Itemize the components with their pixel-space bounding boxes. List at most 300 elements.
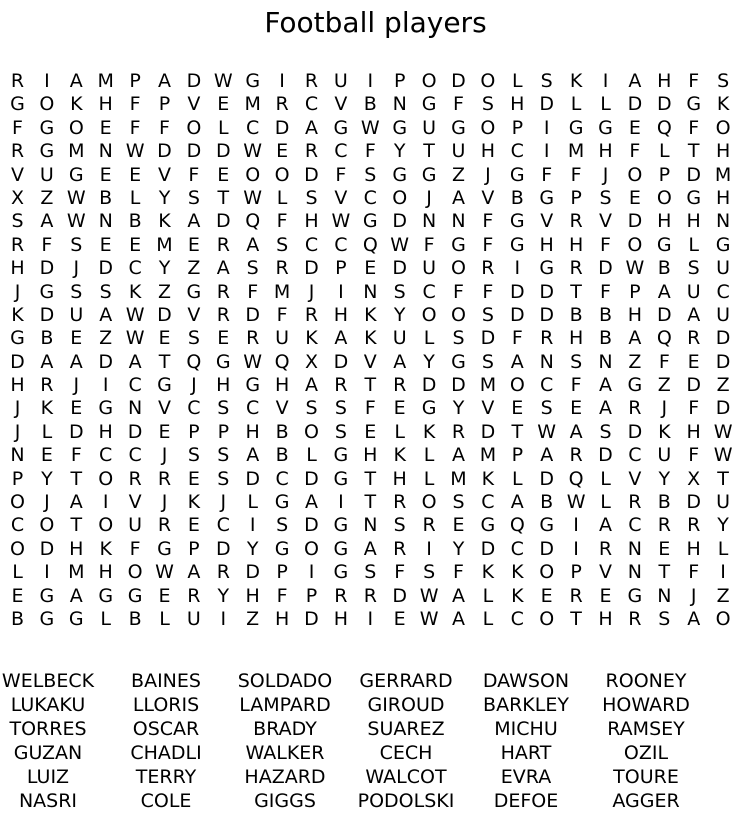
grid-letter[interactable]: X xyxy=(687,467,701,490)
grid-letter[interactable]: F xyxy=(276,210,288,233)
grid-letter[interactable]: S xyxy=(246,257,259,280)
grid-letter[interactable]: L xyxy=(423,467,435,490)
grid-letter[interactable]: E xyxy=(217,93,230,116)
grid-letter[interactable]: I xyxy=(367,70,374,92)
grid-letter[interactable]: J xyxy=(44,491,50,514)
grid-letter[interactable]: W xyxy=(331,210,351,233)
grid-letter[interactable]: U xyxy=(392,327,407,350)
grid-letter[interactable]: M xyxy=(273,280,291,303)
grid-letter[interactable]: L xyxy=(570,93,582,116)
grid-letter[interactable]: G xyxy=(274,491,290,514)
grid-letter[interactable]: K xyxy=(305,327,318,350)
grid-letter[interactable]: Y xyxy=(158,257,171,280)
grid-letter[interactable]: V xyxy=(158,163,171,186)
grid-letter[interactable]: R xyxy=(304,140,319,163)
grid-letter[interactable]: A xyxy=(393,350,407,373)
grid-letter[interactable]: H xyxy=(568,327,584,350)
grid-letter[interactable]: H xyxy=(245,420,260,443)
grid-letter[interactable]: L xyxy=(688,233,699,256)
grid-letter[interactable]: D xyxy=(509,303,525,326)
grid-letter[interactable]: L xyxy=(482,607,494,630)
grid-letter[interactable]: D xyxy=(304,514,319,537)
grid-letter[interactable]: L xyxy=(659,140,670,163)
grid-letter[interactable]: E xyxy=(599,584,612,607)
grid-letter[interactable]: R xyxy=(216,303,230,326)
grid-letter[interactable]: A xyxy=(187,561,201,584)
grid-letter[interactable]: S xyxy=(70,280,83,303)
grid-letter[interactable]: W xyxy=(390,233,410,256)
grid-letter[interactable]: H xyxy=(216,374,231,397)
grid-letter[interactable]: Z xyxy=(628,350,642,373)
grid-letter[interactable]: P xyxy=(658,163,671,186)
grid-letter[interactable]: Q xyxy=(186,350,202,373)
grid-letter[interactable]: R xyxy=(687,327,701,350)
grid-letter[interactable]: V xyxy=(128,491,142,514)
grid-letter[interactable]: A xyxy=(452,444,465,467)
grid-letter[interactable]: R xyxy=(10,70,25,92)
grid-letter[interactable]: M xyxy=(244,93,261,116)
grid-letter[interactable]: E xyxy=(158,584,171,607)
grid-letter[interactable]: D xyxy=(186,140,202,163)
grid-letter[interactable]: I xyxy=(543,140,550,163)
grid-letter[interactable]: M xyxy=(714,163,732,186)
grid-letter[interactable]: V xyxy=(275,397,289,420)
grid-letter[interactable]: Y xyxy=(393,140,406,163)
grid-letter[interactable]: G xyxy=(568,116,584,139)
grid-letter[interactable]: E xyxy=(570,397,583,420)
grid-letter[interactable]: S xyxy=(187,327,200,350)
grid-letter[interactable]: O xyxy=(10,491,25,514)
grid-letter[interactable]: R xyxy=(304,70,319,92)
grid-letter[interactable]: H xyxy=(627,303,643,326)
grid-letter[interactable]: F xyxy=(658,350,670,373)
grid-letter[interactable]: G xyxy=(686,93,702,116)
grid-letter[interactable]: U xyxy=(422,116,437,139)
grid-letter[interactable]: N xyxy=(539,350,554,373)
grid-letter[interactable]: S xyxy=(540,397,553,420)
grid-letter[interactable]: I xyxy=(338,491,344,514)
grid-letter[interactable]: F xyxy=(600,280,611,303)
grid-letter[interactable]: V xyxy=(599,210,612,233)
grid-letter[interactable]: I xyxy=(279,70,285,92)
grid-letter[interactable]: D xyxy=(686,491,701,514)
grid-letter[interactable]: O xyxy=(539,607,555,630)
grid-letter[interactable]: O xyxy=(39,93,55,116)
grid-letter[interactable]: F xyxy=(688,397,700,420)
grid-letter[interactable]: D xyxy=(715,397,731,420)
grid-letter[interactable]: N xyxy=(98,140,113,163)
grid-letter[interactable]: D xyxy=(304,607,319,630)
grid-letter[interactable]: F xyxy=(453,93,464,116)
grid-letter[interactable]: I xyxy=(602,70,609,92)
grid-letter[interactable]: A xyxy=(540,444,554,467)
grid-letter[interactable]: G xyxy=(98,584,114,607)
grid-letter[interactable]: Q xyxy=(245,210,261,233)
grid-letter[interactable]: D xyxy=(627,420,643,443)
grid-letter[interactable]: M xyxy=(68,140,85,163)
grid-letter[interactable]: P xyxy=(335,257,347,280)
grid-letter[interactable]: A xyxy=(40,210,54,233)
grid-letter[interactable]: B xyxy=(128,607,142,630)
grid-letter[interactable]: R xyxy=(687,514,701,537)
grid-letter[interactable]: J xyxy=(73,257,80,280)
grid-letter[interactable]: A xyxy=(305,491,318,514)
grid-letter[interactable]: F xyxy=(688,116,700,139)
grid-letter[interactable]: L xyxy=(159,607,170,630)
grid-letter[interactable]: C xyxy=(216,514,230,537)
grid-letter[interactable]: I xyxy=(102,374,109,397)
grid-letter[interactable]: J xyxy=(602,163,609,186)
grid-letter[interactable]: R xyxy=(275,93,289,116)
grid-letter[interactable]: N xyxy=(598,350,613,373)
grid-letter[interactable]: F xyxy=(70,444,82,467)
grid-letter[interactable]: D xyxy=(686,163,701,186)
grid-letter[interactable]: U xyxy=(69,303,84,326)
grid-letter[interactable]: O xyxy=(245,163,261,186)
grid-letter[interactable]: E xyxy=(99,116,112,139)
grid-letter[interactable]: C xyxy=(363,186,377,209)
grid-letter[interactable]: M xyxy=(97,70,114,92)
grid-letter[interactable]: G xyxy=(451,350,466,373)
grid-letter[interactable]: O xyxy=(627,163,643,186)
grid-letter[interactable]: V xyxy=(11,163,24,186)
grid-letter[interactable]: P xyxy=(276,561,288,584)
grid-letter[interactable]: E xyxy=(393,607,406,630)
grid-letter[interactable]: C xyxy=(275,467,289,490)
grid-letter[interactable]: Q xyxy=(656,327,672,350)
grid-letter[interactable]: D xyxy=(186,70,202,92)
grid-letter[interactable]: I xyxy=(543,116,550,139)
grid-letter[interactable]: A xyxy=(687,607,701,630)
grid-letter[interactable]: E xyxy=(276,140,289,163)
grid-letter[interactable]: K xyxy=(481,561,495,584)
grid-letter[interactable]: G xyxy=(539,514,555,537)
grid-letter[interactable]: K xyxy=(128,280,142,303)
grid-letter[interactable]: S xyxy=(452,491,465,514)
grid-letter[interactable]: G xyxy=(127,584,143,607)
grid-letter[interactable]: L xyxy=(100,607,111,630)
grid-letter[interactable]: I xyxy=(44,561,50,584)
grid-letter[interactable]: F xyxy=(276,303,288,326)
grid-letter[interactable]: J xyxy=(690,584,697,607)
grid-letter[interactable]: U xyxy=(39,163,54,186)
grid-letter[interactable]: D xyxy=(715,327,731,350)
grid-letter[interactable]: G xyxy=(333,116,349,139)
grid-letter[interactable]: I xyxy=(249,514,256,537)
grid-letter[interactable]: E xyxy=(11,584,24,607)
grid-letter[interactable]: O xyxy=(304,420,319,443)
grid-letter[interactable]: L xyxy=(600,467,611,490)
grid-letter[interactable]: H xyxy=(480,140,496,163)
grid-letter[interactable]: G xyxy=(509,163,525,186)
grid-letter[interactable]: D xyxy=(68,420,84,443)
grid-letter[interactable]: C xyxy=(628,444,642,467)
grid-letter[interactable]: L xyxy=(423,444,435,467)
grid-letter[interactable]: B xyxy=(598,303,613,326)
grid-letter[interactable]: R xyxy=(157,467,172,490)
grid-letter[interactable]: R xyxy=(540,327,554,350)
grid-letter[interactable]: A xyxy=(334,327,348,350)
grid-letter[interactable]: S xyxy=(334,420,347,443)
grid-letter[interactable]: S xyxy=(305,397,318,420)
grid-letter[interactable]: D xyxy=(627,210,643,233)
grid-letter[interactable]: W xyxy=(566,491,586,514)
grid-letter[interactable]: G xyxy=(10,93,25,116)
grid-letter[interactable]: W xyxy=(213,70,233,92)
grid-letter[interactable]: D xyxy=(39,257,55,280)
grid-letter[interactable]: N xyxy=(363,514,378,537)
grid-letter[interactable]: D xyxy=(274,116,290,139)
grid-letter[interactable]: P xyxy=(629,280,641,303)
grid-letter[interactable]: W xyxy=(625,257,645,280)
grid-letter[interactable]: I xyxy=(367,607,374,630)
grid-letter[interactable]: A xyxy=(657,280,671,303)
grid-letter[interactable]: D xyxy=(451,70,466,92)
grid-letter[interactable]: L xyxy=(41,420,53,443)
grid-letter[interactable]: A xyxy=(187,210,201,233)
grid-letter[interactable]: O xyxy=(98,467,114,490)
grid-letter[interactable]: F xyxy=(394,561,406,584)
grid-letter[interactable]: J xyxy=(308,280,315,303)
grid-letter[interactable]: D xyxy=(421,374,437,397)
grid-letter[interactable]: D xyxy=(245,467,260,490)
grid-letter[interactable]: U xyxy=(716,303,731,326)
grid-letter[interactable]: R xyxy=(334,584,348,607)
grid-letter[interactable]: P xyxy=(188,537,200,560)
grid-letter[interactable]: R xyxy=(216,561,230,584)
grid-letter[interactable]: D xyxy=(215,140,231,163)
grid-letter[interactable]: S xyxy=(540,70,553,92)
grid-letter[interactable]: C xyxy=(246,397,260,420)
grid-letter[interactable]: T xyxy=(364,491,377,514)
grid-letter[interactable]: A xyxy=(99,303,113,326)
grid-letter[interactable]: A xyxy=(246,444,260,467)
grid-letter[interactable]: J xyxy=(161,444,168,467)
grid-letter[interactable]: L xyxy=(12,561,23,584)
grid-letter[interactable]: S xyxy=(217,467,230,490)
grid-letter[interactable]: T xyxy=(511,420,524,443)
grid-letter[interactable]: H xyxy=(333,607,349,630)
grid-letter[interactable]: R xyxy=(128,467,142,490)
grid-letter[interactable]: I xyxy=(44,70,50,92)
grid-letter[interactable]: Y xyxy=(158,186,171,209)
grid-letter[interactable]: E xyxy=(540,584,553,607)
grid-letter[interactable]: D xyxy=(304,257,319,280)
grid-letter[interactable]: S xyxy=(717,70,730,92)
grid-letter[interactable]: C xyxy=(510,140,524,163)
grid-letter[interactable]: S xyxy=(393,280,406,303)
grid-letter[interactable]: S xyxy=(599,420,612,443)
grid-letter[interactable]: R xyxy=(246,327,260,350)
grid-letter[interactable]: G xyxy=(421,93,437,116)
grid-letter[interactable]: K xyxy=(393,444,406,467)
grid-letter[interactable]: V xyxy=(334,186,348,209)
grid-letter[interactable]: F xyxy=(688,70,700,92)
grid-letter[interactable]: H xyxy=(274,607,290,630)
grid-letter[interactable]: W xyxy=(125,140,145,163)
grid-letter[interactable]: K xyxy=(364,303,377,326)
grid-letter[interactable]: E xyxy=(217,327,230,350)
grid-letter[interactable]: Y xyxy=(658,467,671,490)
grid-letter[interactable]: L xyxy=(306,444,317,467)
grid-letter[interactable]: P xyxy=(129,70,141,92)
grid-letter[interactable]: F xyxy=(482,233,494,256)
grid-letter[interactable]: D xyxy=(715,350,731,373)
grid-letter[interactable]: E xyxy=(511,397,524,420)
grid-letter[interactable]: H xyxy=(510,93,525,116)
grid-letter[interactable]: F xyxy=(688,561,700,584)
grid-letter[interactable]: O xyxy=(98,514,114,537)
grid-letter[interactable]: W xyxy=(66,210,86,233)
grid-letter[interactable]: F xyxy=(482,280,494,303)
grid-letter[interactable]: G xyxy=(10,327,25,350)
grid-letter[interactable]: H xyxy=(598,607,613,630)
grid-letter[interactable]: F xyxy=(600,233,611,256)
grid-letter[interactable]: H xyxy=(657,210,672,233)
grid-letter[interactable]: O xyxy=(715,607,731,630)
grid-letter[interactable]: W xyxy=(243,350,263,373)
grid-letter[interactable]: P xyxy=(305,584,318,607)
grid-letter[interactable]: C xyxy=(246,116,260,139)
grid-letter[interactable]: H xyxy=(274,374,290,397)
grid-letter[interactable]: E xyxy=(187,233,200,256)
grid-letter[interactable]: D xyxy=(127,420,143,443)
grid-letter[interactable]: A xyxy=(599,397,612,420)
grid-letter[interactable]: P xyxy=(570,186,582,209)
grid-letter[interactable]: V xyxy=(540,210,554,233)
grid-letter[interactable]: M xyxy=(156,233,173,256)
grid-letter[interactable]: A xyxy=(158,70,171,92)
grid-letter[interactable]: S xyxy=(305,186,318,209)
grid-letter[interactable]: H xyxy=(686,537,701,560)
grid-letter[interactable]: D xyxy=(598,257,613,280)
grid-letter[interactable]: P xyxy=(11,467,24,490)
grid-letter[interactable]: J xyxy=(14,280,21,303)
grid-letter[interactable]: O xyxy=(274,163,290,186)
grid-letter[interactable]: W xyxy=(125,303,145,326)
grid-letter[interactable]: R xyxy=(628,397,642,420)
grid-letter[interactable]: H xyxy=(10,374,25,397)
grid-letter[interactable]: M xyxy=(450,467,467,490)
grid-letter[interactable]: D xyxy=(509,280,525,303)
grid-letter[interactable]: O xyxy=(451,257,466,280)
grid-letter[interactable]: B xyxy=(40,327,54,350)
grid-letter[interactable]: G xyxy=(362,210,378,233)
grid-letter[interactable]: D xyxy=(539,467,554,490)
grid-letter[interactable]: H xyxy=(715,140,731,163)
grid-letter[interactable]: T xyxy=(217,186,230,209)
grid-letter[interactable]: E xyxy=(393,397,406,420)
grid-letter[interactable]: N xyxy=(127,397,143,420)
grid-letter[interactable]: I xyxy=(102,491,109,514)
grid-letter[interactable]: O xyxy=(304,537,319,560)
grid-letter[interactable]: T xyxy=(70,514,83,537)
grid-letter[interactable]: U xyxy=(333,70,348,92)
grid-letter[interactable]: S xyxy=(187,186,200,209)
grid-letter[interactable]: U xyxy=(128,514,143,537)
grid-letter[interactable]: Y xyxy=(246,537,259,560)
grid-letter[interactable]: H xyxy=(69,537,84,560)
grid-letter[interactable]: S xyxy=(364,561,377,584)
grid-letter[interactable]: L xyxy=(218,116,229,139)
grid-letter[interactable]: N xyxy=(627,537,642,560)
grid-letter[interactable]: S xyxy=(658,607,671,630)
grid-letter[interactable]: E xyxy=(70,327,83,350)
grid-letter[interactable]: I xyxy=(426,537,432,560)
grid-letter[interactable]: E xyxy=(40,444,53,467)
grid-letter[interactable]: I xyxy=(514,257,521,280)
grid-letter[interactable]: F xyxy=(276,584,288,607)
grid-letter[interactable]: F xyxy=(159,116,170,139)
grid-letter[interactable]: J xyxy=(661,397,668,420)
grid-letter[interactable]: G xyxy=(686,186,702,209)
grid-letter[interactable]: G xyxy=(421,163,437,186)
grid-letter[interactable]: J xyxy=(73,374,80,397)
grid-letter[interactable]: D xyxy=(539,537,554,560)
grid-letter[interactable]: O xyxy=(392,186,408,209)
grid-letter[interactable]: A xyxy=(69,584,83,607)
grid-letter[interactable]: R xyxy=(40,374,54,397)
grid-letter[interactable]: X xyxy=(304,350,319,373)
grid-letter[interactable]: Z xyxy=(99,327,113,350)
grid-letter[interactable]: J xyxy=(14,420,21,443)
grid-letter[interactable]: E xyxy=(364,420,377,443)
grid-letter[interactable]: O xyxy=(480,70,496,92)
grid-letter[interactable]: K xyxy=(158,210,171,233)
grid-letter[interactable]: O xyxy=(509,374,525,397)
grid-letter[interactable]: C xyxy=(304,233,319,256)
grid-letter[interactable]: G xyxy=(215,350,231,373)
grid-letter[interactable]: E xyxy=(217,163,230,186)
grid-letter[interactable]: I xyxy=(220,607,227,630)
grid-letter[interactable]: D xyxy=(245,561,260,584)
grid-letter[interactable]: G xyxy=(333,514,349,537)
grid-letter[interactable]: P xyxy=(511,444,524,467)
grid-letter[interactable]: A xyxy=(599,514,612,537)
grid-letter[interactable]: G xyxy=(421,397,437,420)
grid-letter[interactable]: D xyxy=(39,303,55,326)
grid-letter[interactable]: B xyxy=(363,93,377,116)
grid-letter[interactable]: T xyxy=(717,467,729,490)
grid-letter[interactable]: C xyxy=(304,93,319,116)
grid-letter[interactable]: O xyxy=(627,233,643,256)
grid-letter[interactable]: E xyxy=(452,514,465,537)
grid-letter[interactable]: D xyxy=(392,584,407,607)
grid-letter[interactable]: L xyxy=(717,537,729,560)
grid-letter[interactable]: U xyxy=(657,444,672,467)
grid-letter[interactable]: H xyxy=(392,467,407,490)
grid-letter[interactable]: T xyxy=(570,607,582,630)
grid-letter[interactable]: K xyxy=(364,327,377,350)
grid-letter[interactable]: G xyxy=(39,140,55,163)
grid-letter[interactable]: R xyxy=(569,257,583,280)
grid-letter[interactable]: G xyxy=(627,374,643,397)
grid-letter[interactable]: A xyxy=(687,303,701,326)
grid-letter[interactable]: U xyxy=(716,257,731,280)
grid-letter[interactable]: G xyxy=(715,233,731,256)
grid-letter[interactable]: X xyxy=(10,186,25,209)
grid-letter[interactable]: L xyxy=(129,186,141,209)
grid-letter[interactable]: F xyxy=(541,163,553,186)
grid-letter[interactable]: R xyxy=(275,257,289,280)
grid-letter[interactable]: T xyxy=(70,467,83,490)
grid-letter[interactable]: T xyxy=(423,140,435,163)
grid-letter[interactable]: C xyxy=(128,444,142,467)
grid-letter[interactable]: O xyxy=(68,116,84,139)
grid-letter[interactable]: L xyxy=(512,467,523,490)
grid-letter[interactable]: F xyxy=(570,163,582,186)
grid-letter[interactable]: E xyxy=(158,327,171,350)
